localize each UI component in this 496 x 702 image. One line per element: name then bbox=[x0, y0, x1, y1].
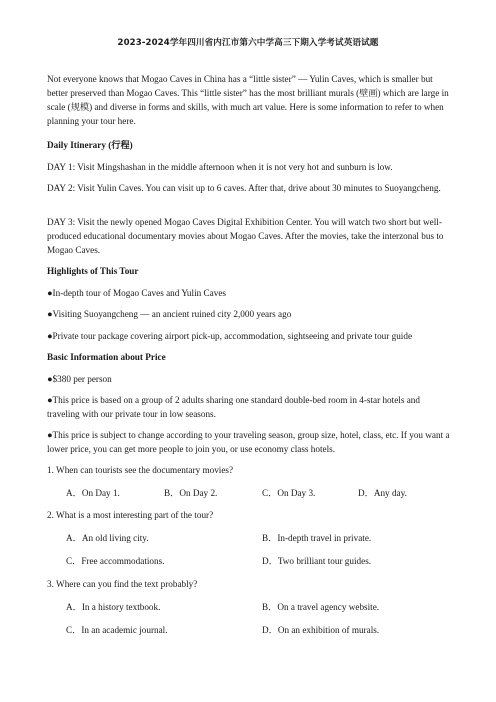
question-1-option-a: A．On Day 1. bbox=[66, 488, 120, 498]
question-2-option-c: C．Free accommodations. bbox=[66, 556, 165, 566]
price-item: ●$380 per person bbox=[47, 374, 112, 384]
question-3-option-c: C．In an academic journal. bbox=[66, 625, 168, 635]
question-3-option-b: B．On a travel agency website. bbox=[262, 602, 380, 612]
page-title: 2023-2024学年四川省内江市第六中学高三下期入学考试英语试题 bbox=[117, 38, 379, 48]
highlight-item: ●In-depth tour of Mogao Caves and Yulin Caves bbox=[47, 288, 226, 298]
highlights-heading: Highlights of This Tour bbox=[47, 266, 139, 276]
itinerary-heading: Daily Itinerary (行程) bbox=[47, 140, 133, 150]
question-2-option-b: B．In-depth travel in private. bbox=[262, 533, 372, 543]
question-2-option-d: D．Two brilliant tour guides. bbox=[262, 556, 372, 566]
price-item: ●This price is subject to change according to your traveling season, group size, hotel, class, etc. If you want a lower price, you can get more people to join you, or use economy class hotels. bbox=[47, 430, 450, 454]
question-2-stem: 2. What is a most interesting part of the tour? bbox=[47, 510, 214, 520]
price-item: ●This price is based on a group of 2 adults sharing one standard double-bed room in 4-star hotels and traveling with our private tour in low seasons. bbox=[47, 395, 420, 419]
itinerary-day-2: DAY 2: Visit Yulin Caves. You can visit up to 6 caves. After that, drive about 30 minutes to Suoyangcheng. bbox=[47, 183, 441, 193]
price-heading: Basic Information about Price bbox=[47, 352, 166, 362]
question-2-option-a: A．An old living city. bbox=[66, 533, 149, 543]
question-1-option-d: D．Any day. bbox=[358, 488, 407, 498]
question-3-option-d: D．On an exhibition of murals. bbox=[262, 625, 380, 635]
question-3-option-a: A．In a history textbook. bbox=[66, 602, 161, 612]
question-3-stem: 3. Where can you find the text probably? bbox=[47, 579, 198, 589]
highlight-item: ●Private tour package covering airport pick-up, accommodation, sightseeing and private tour guide bbox=[47, 331, 413, 341]
question-1-option-b: B．On Day 2. bbox=[164, 488, 218, 498]
itinerary-day-3: DAY 3: Visit the newly opened Mogao Caves Digital Exhibition Center. You will watch two short but well-produced educational documentary movies about Mogao Caves. After the movies, take the interzonal bus to Mogao Caves. bbox=[47, 217, 444, 255]
intro-paragraph: Not everyone knows that Mogao Caves in China has a “little sister” — Yulin Caves, which is smaller but better preserved than Mogao Caves. This “little sister” has the most brilliant murals (壁画) which are large in scale (规模) and diverse in forms and skills, with much art value. Here is some information to refer to when planning your tour here. bbox=[47, 74, 449, 126]
highlight-item: ●Visiting Suoyangcheng — an ancient ruined city 2,000 years ago bbox=[47, 309, 292, 319]
itinerary-day-1: DAY 1: Visit Mingshashan in the middle afternoon when it is not very hot and sunburn is low. bbox=[47, 162, 393, 172]
question-1-option-c: C．On Day 3. bbox=[262, 488, 316, 498]
question-1-stem: 1. When can tourists see the documentary movies? bbox=[47, 465, 234, 475]
